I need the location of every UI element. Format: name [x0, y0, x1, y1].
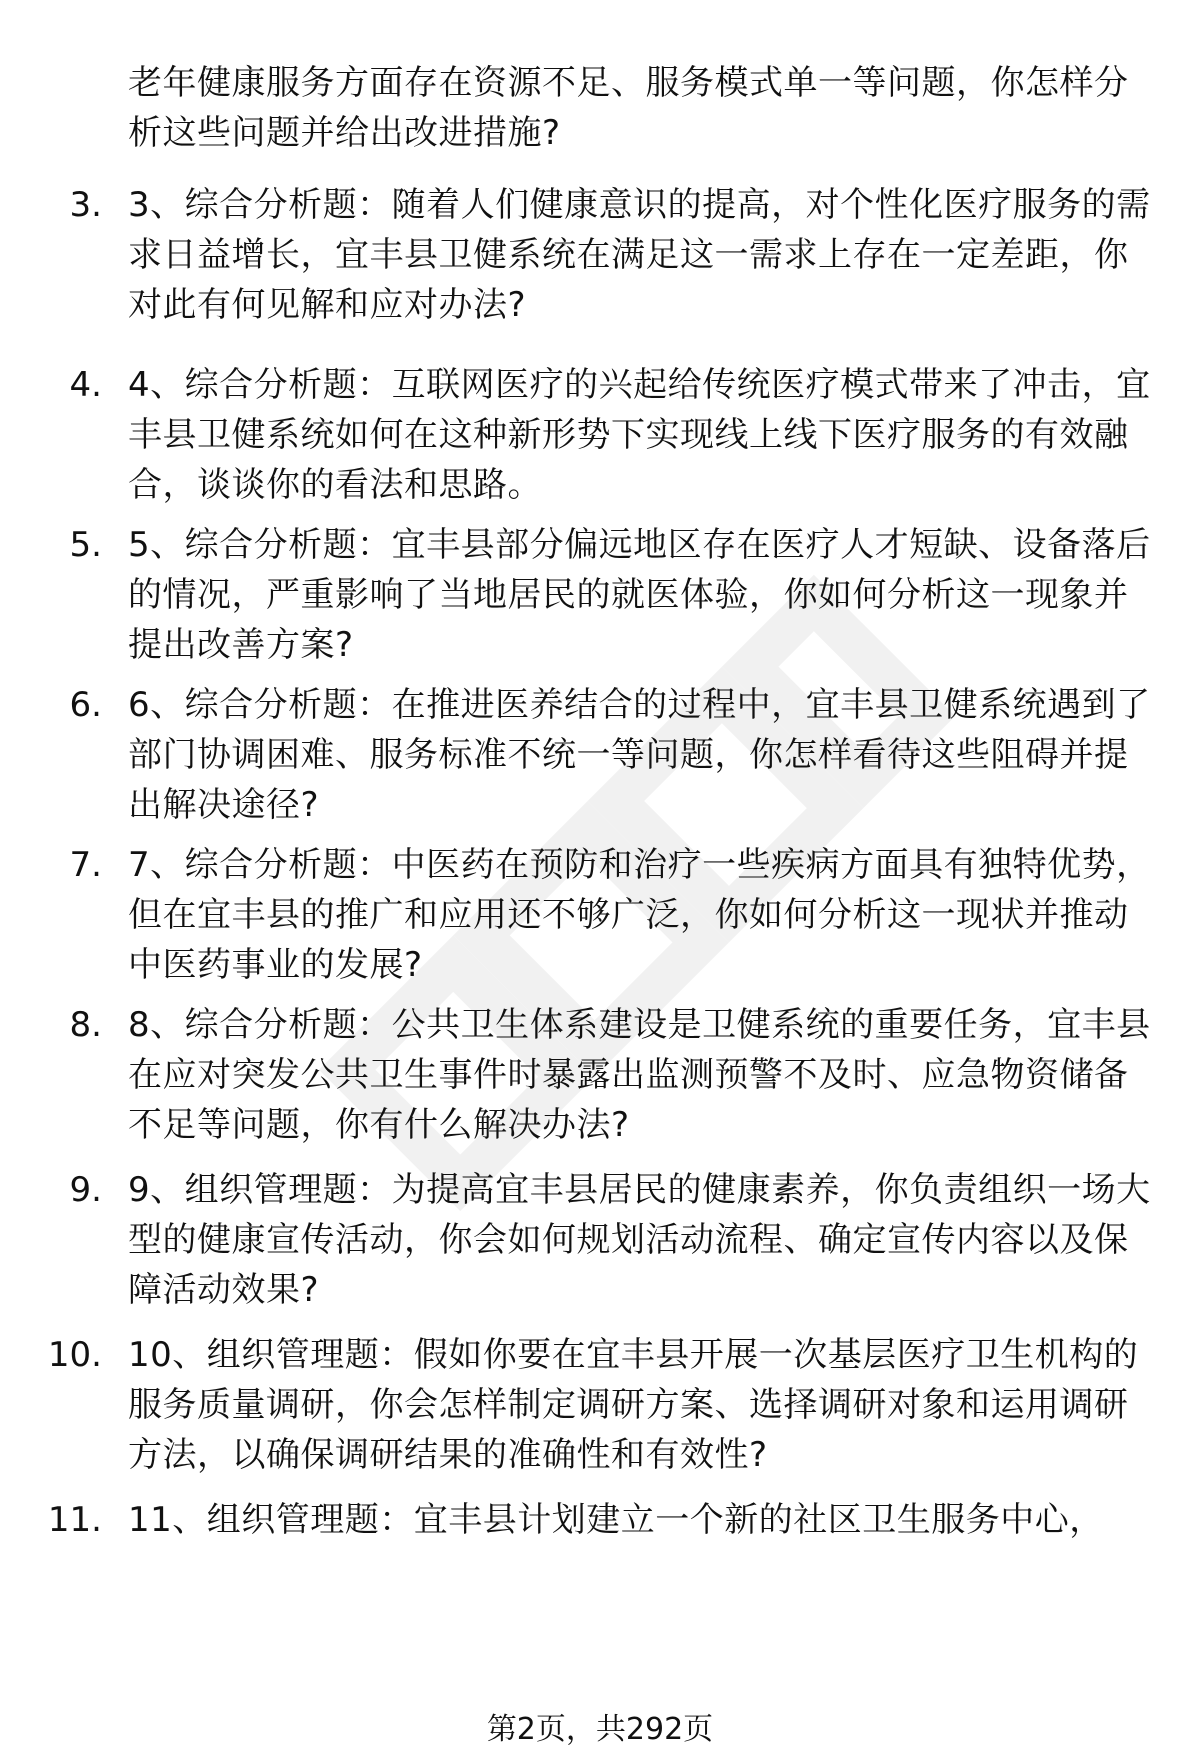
list-item-number: 5.: [69, 525, 102, 565]
list-item-text: 7、综合分析题：中医药在预防和治疗一些疾病方面具有独特优势，但在宜丰县的推广和应用还不够广泛，你如何分析这一现状并推动中医药事业的发展?: [128, 845, 1151, 985]
list-item-text: 6、综合分析题：在推进医养结合的过程中，宜丰县卫健系统遇到了部门协调困难、服务标准不统一等问题，你怎样看待这些阻碍并提出解决途径?: [128, 685, 1151, 825]
list-item-number: 3.: [69, 185, 102, 225]
continuation-paragraph: 老年健康服务方面存在资源不足、服务模式单一等问题，你怎样分析这些问题并给出改进措施?: [128, 63, 1129, 153]
list-item-text: 9、组织管理题：为提高宜丰县居民的健康素养，你负责组织一场大型的健康宣传活动，你会如何规划活动流程、确定宣传内容以及保障活动效果?: [128, 1170, 1151, 1310]
list-item-number: 7.: [69, 845, 102, 885]
list-item-number: 9.: [69, 1170, 102, 1210]
list-item-text: 5、综合分析题：宜丰县部分偏远地区存在医疗人才短缺、设备落后的情况，严重影响了当地居民的就医体验，你如何分析这一现象并提出改善方案?: [128, 525, 1151, 665]
page-footer: 第2页，共292页: [486, 1712, 714, 1747]
list-item-number: 10.: [47, 1335, 102, 1375]
list-item-number: 6.: [69, 685, 102, 725]
list-item-text: 4、综合分析题：互联网医疗的兴起给传统医疗模式带来了冲击，宜丰县卫健系统如何在这种新形势下实现线上线下医疗服务的有效融合，谈谈你的看法和思路。: [128, 365, 1151, 505]
list-item-text: 8、综合分析题：公共卫生体系建设是卫健系统的重要任务，宜丰县在应对突发公共卫生事件时暴露出监测预警不及时、应急物资储备不足等问题，你有什么解决办法?: [128, 1005, 1151, 1145]
list-item-number: 11.: [47, 1500, 102, 1540]
list-item-text: 11、组织管理题：宜丰县计划建立一个新的社区卫生服务中心，: [128, 1500, 1104, 1540]
list-item-number: 8.: [69, 1005, 102, 1045]
list-item-text: 10、组织管理题：假如你要在宜丰县开展一次基层医疗卫生机构的服务质量调研，你会怎样制定调研方案、选择调研对象和运用调研方法，以确保调研结果的准确性和有效性?: [128, 1335, 1139, 1475]
list-item-number: 4.: [69, 365, 102, 405]
list-item-text: 3、综合分析题：随着人们健康意识的提高，对个性化医疗服务的需求日益增长，宜丰县卫健系统在满足这一需求上存在一定差距，你对此有何见解和应对办法?: [128, 185, 1151, 325]
